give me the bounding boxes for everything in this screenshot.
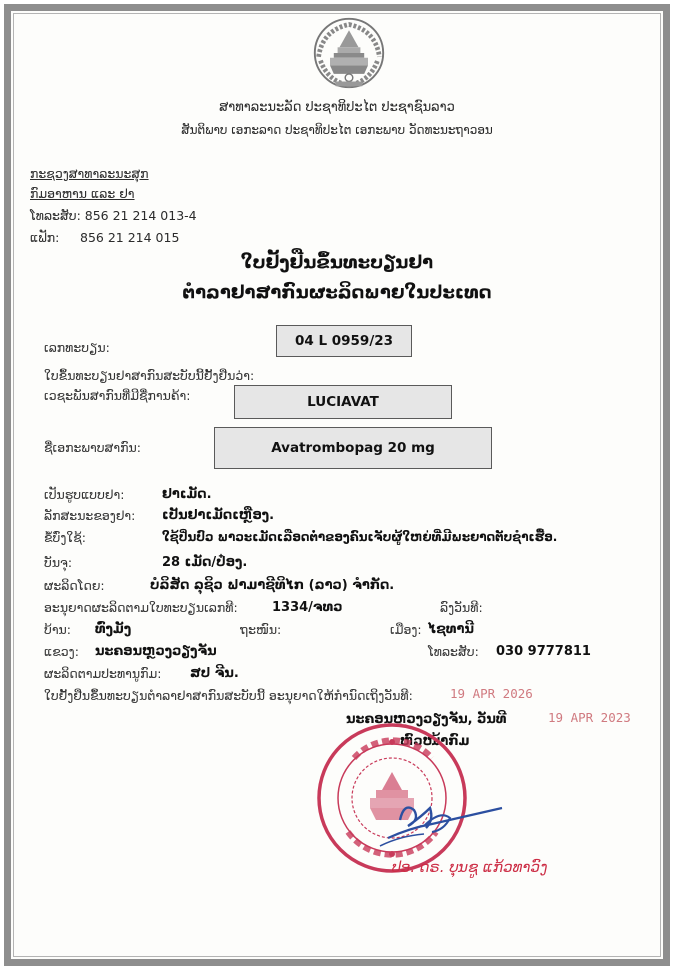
province-value: ນະຄອນຫຼວງວຽງຈັນ <box>95 644 217 659</box>
handwritten-signature <box>370 780 510 860</box>
generic-name-box <box>214 427 492 469</box>
ministry-fax-label: ແຟັກ: <box>30 230 60 245</box>
indication-value: ໃຊ້ປິ່ນປົວ ພາວະເມັດເລືອດຕ່ຳຂອງຄົນເຈັບຜູ້ໃຫຍ່ທີ່ມີພະຍາດຕັບຊຳເຮື້ອ. <box>162 530 558 544</box>
ministry-telephone: ໂທລະສັບ: 856 21 214 013-4 <box>30 208 197 223</box>
license-date-label: ລົງວັນທີ: <box>440 600 483 615</box>
road-label: ຖະໜົນ: <box>240 622 282 637</box>
trade-name-label: ເວຊະພັນສາກົນທີ່ມີຊື່ການຄ້າ: <box>44 388 191 403</box>
license-value: 1334/ຈທວ <box>272 600 343 615</box>
registration-number-label: ເລກທະບຽນ: <box>44 340 110 355</box>
dosage-form-label: ເປັນຮູບແບບຢາ: <box>44 487 125 502</box>
registration-number-box <box>276 325 412 357</box>
character-value: ເປັນຢາເມັດເຫຼືອງ. <box>162 508 275 523</box>
generic-name-value: Avatrombopag 20 mg <box>271 440 435 456</box>
certificate-subtitle: ຕຳລາຢາສາກົນຜະລິດພາຍໃນປະເທດ <box>182 282 492 303</box>
license-label: ອະນຸຍາດຜະລິດຕາມໃບທະບຽນເລກທີ: <box>44 600 238 615</box>
telephone-label: ໂທລະສັບ: <box>428 644 479 659</box>
package-label: ບັນຈຸ: <box>44 555 73 570</box>
district-value: ໄຊທານີ <box>428 622 474 637</box>
place-date-label: ນະຄອນຫຼວງວຽງຈັນ, ວັນທີ <box>346 712 507 727</box>
certificate-title: ໃບຢັ້ງຢືນຂຶ້ນທະບຽນຢາ <box>240 252 434 273</box>
ministry-name: ກະຊວງສາທາລະນະສຸກ <box>30 166 149 181</box>
origin-label: ຜະລິດຕາມປະທານູກົມ: <box>44 666 162 681</box>
republic-name: ສາທາລະນະລັດ ປະຊາທິປະໄຕ ປະຊາຊົນລາວ <box>219 100 455 115</box>
village-value: ທົ່ງມັງ <box>95 622 132 637</box>
generic-name-label: ຊື່ເອກະພາບສາກົນ: <box>44 440 141 455</box>
character-label: ລັກສະນະຂອງຢາ: <box>44 508 136 523</box>
expiry-date-stamp: 19 APR 2026 <box>450 686 533 701</box>
trade-name-value: LUCIAVAT <box>307 394 379 410</box>
signer-name: ປອ. ດຣ. ບຸນຊູ ແກ້ວທາວົງ <box>392 858 548 876</box>
department-name: ກົມອາຫານ ແລະ ຢາ <box>30 186 135 201</box>
package-value: 28 ເມັດ/ປ໋ອງ. <box>162 555 248 570</box>
ministry-fax-value: 856 21 214 015 <box>80 230 180 245</box>
validity-text: ໃບຢັ້ງຢືນຂຶ້ນທະບຽນຕຳລາຢາສາກົນສະບັບນີ້ ອະນຸຍາດໃຫ້ກຳນົດເຖິງວັນທີ: <box>44 688 413 703</box>
telephone-value: 030 9777811 <box>496 644 591 659</box>
manufacturer-label: ຜະລິດໂດຍ: <box>44 578 105 593</box>
indication-label: ຂໍ້ບົ່ງໃຊ້: <box>44 530 86 545</box>
national-emblem-icon <box>311 14 387 92</box>
national-motto: ສັນຕິພາບ ເອກະລາດ ປະຊາທິປະໄຕ ເອກະພາບ ວັດທະນະຖາວອນ <box>181 123 493 137</box>
manufacturer-value: ບໍລິສັດ ລຸຊິວ ຟາມາຊີທິໄກ (ລາວ) ຈຳກັດ. <box>150 578 395 593</box>
trade-name-box <box>234 385 452 419</box>
district-label: ເມືອງ: <box>390 622 422 637</box>
origin-value: ສປ ຈີນ. <box>190 666 239 681</box>
dosage-form-value: ຢາເມັດ. <box>162 487 212 502</box>
signer-role: ຫົວໜ້າກົມ <box>400 734 470 749</box>
village-label: ບ້ານ: <box>44 622 71 637</box>
issue-date-stamp: 19 APR 2023 <box>548 710 631 725</box>
certify-text: ໃບຂຶ້ນທະບຽນຢາສາກົນສະບັບນີ້ຢັ້ງຢືນວ່າ: <box>44 368 255 383</box>
registration-number-value: 04 L 0959/23 <box>294 333 394 349</box>
province-label: ແຂວງ: <box>44 644 79 659</box>
